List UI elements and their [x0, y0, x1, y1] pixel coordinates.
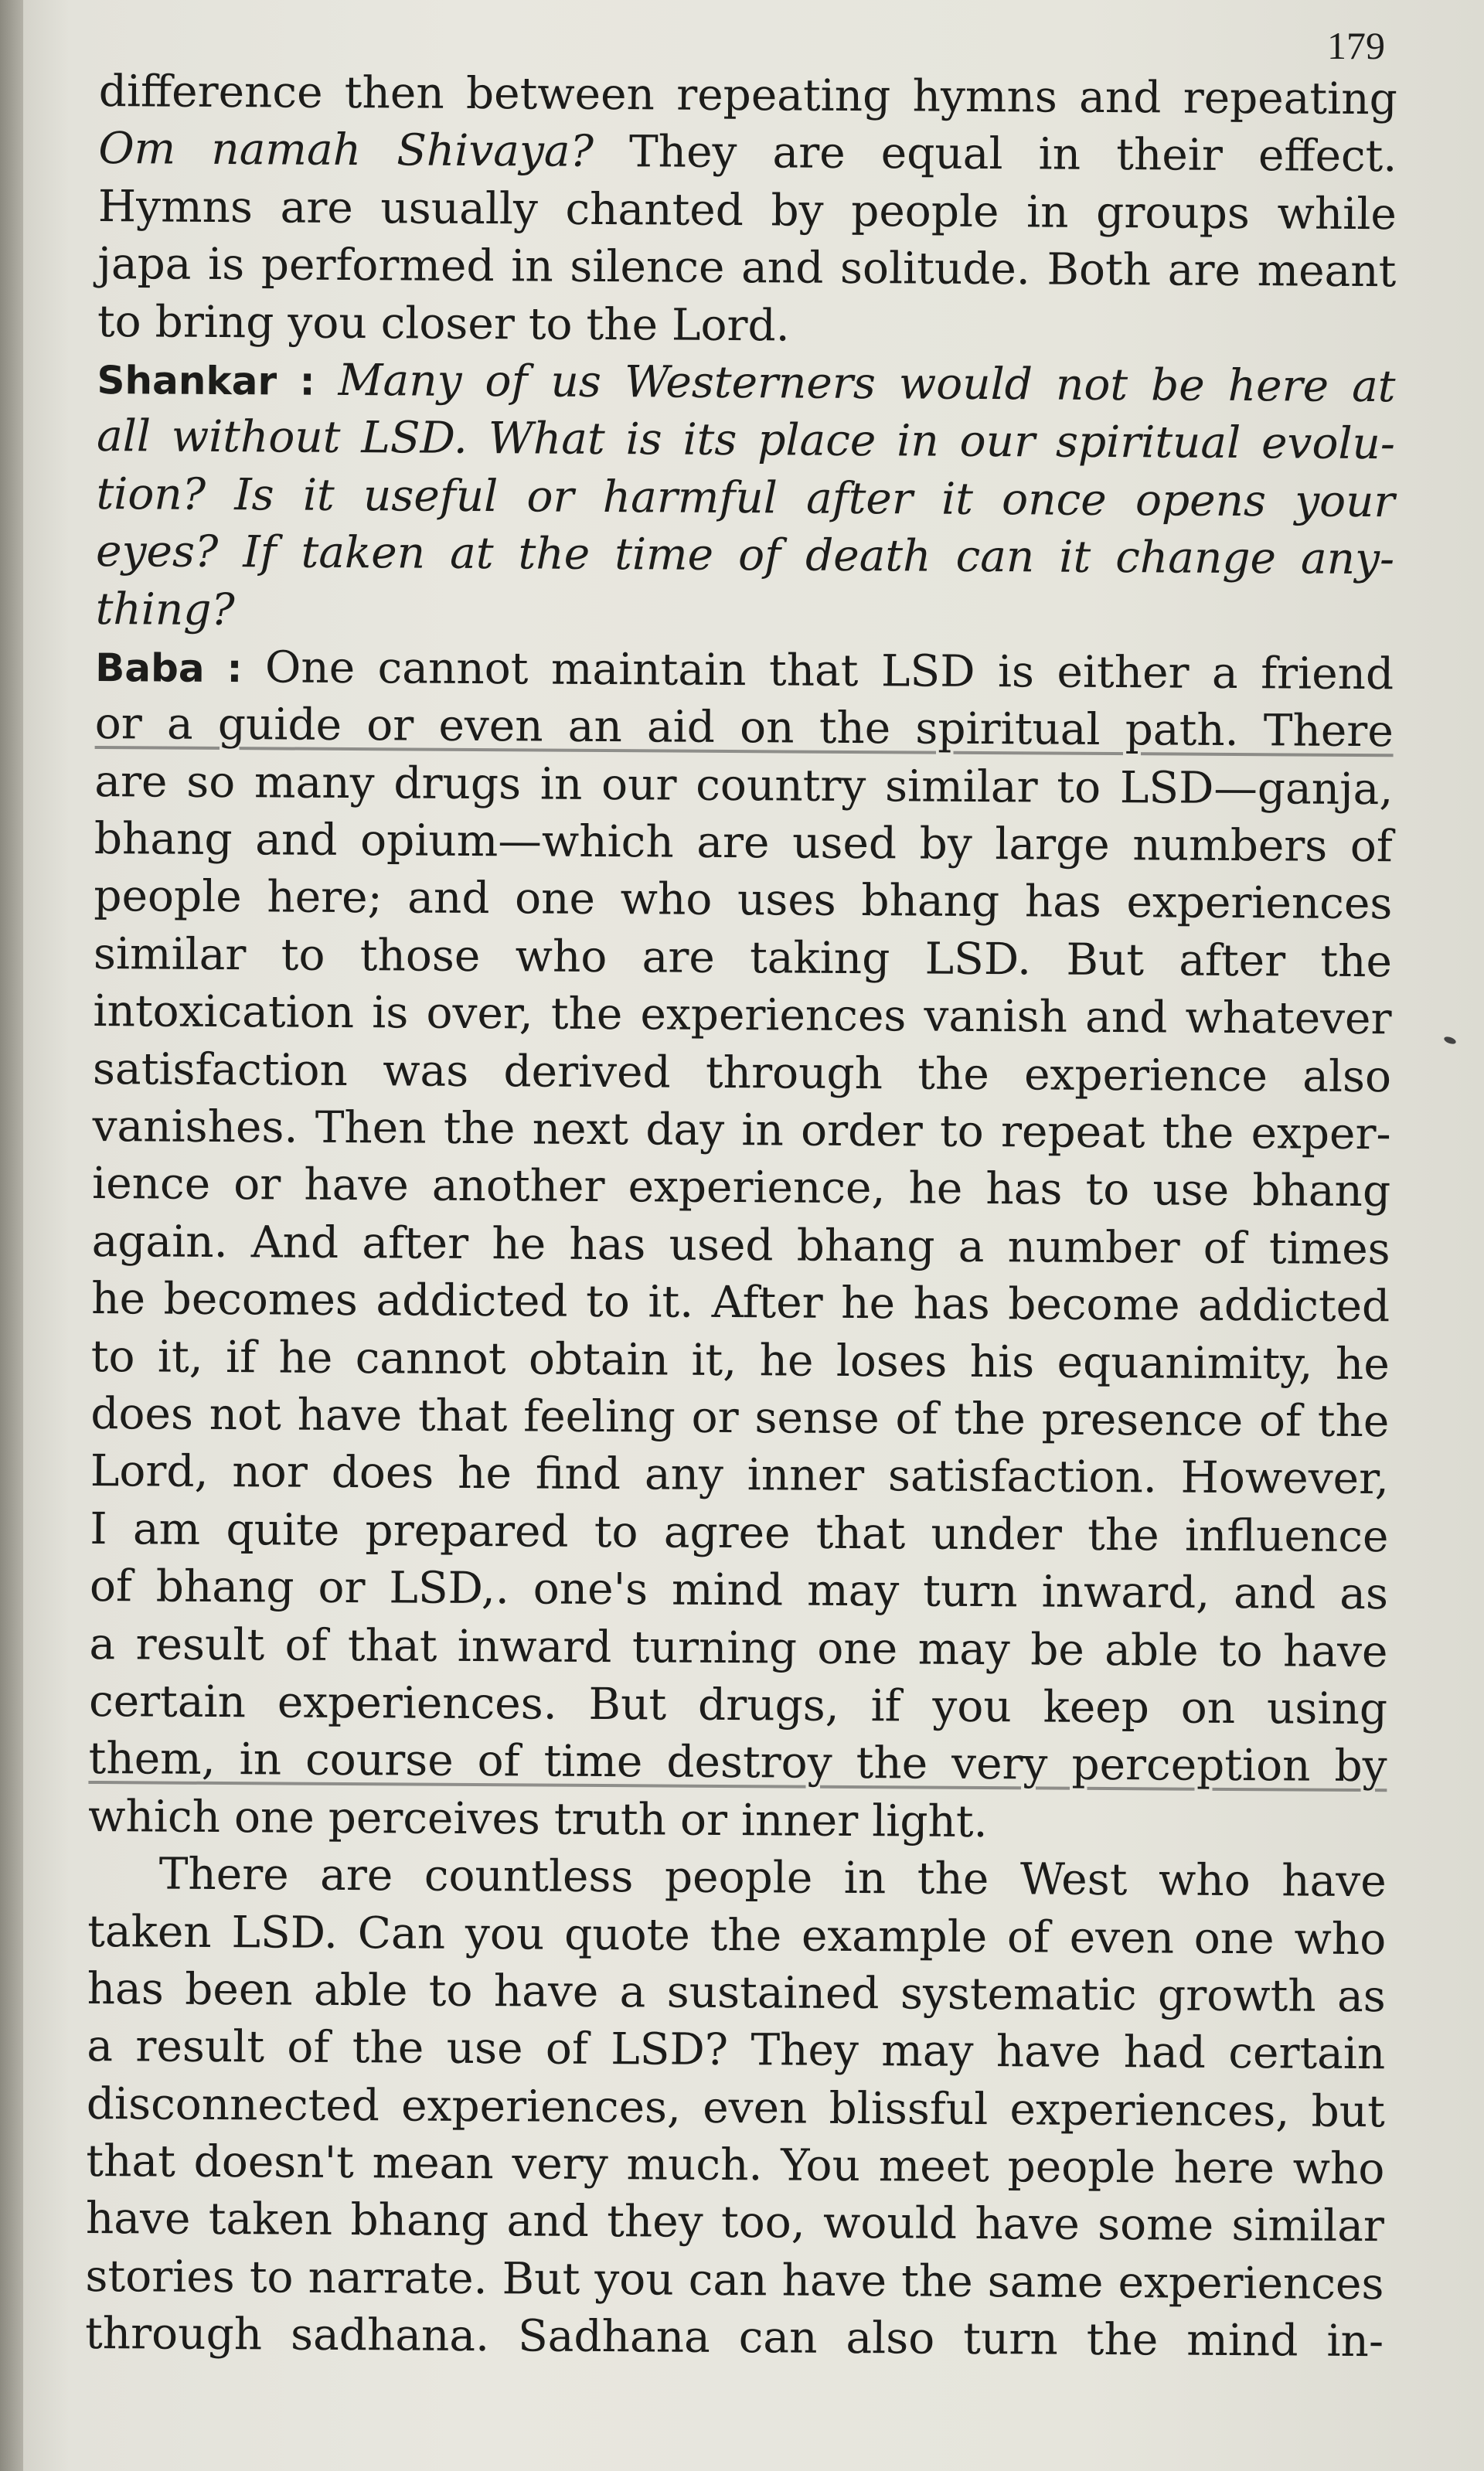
line-text: taken LSD. Can you quote the example of even one who — [87, 1906, 1387, 1965]
line-text: similar to those who are taking LSD. But after the — [93, 928, 1393, 988]
text-line — [88, 1789, 1387, 1854]
book-spine-shadow — [0, 0, 23, 2471]
text-line — [92, 1098, 1390, 1164]
text-line — [90, 1558, 1388, 1624]
text-line — [98, 179, 1397, 244]
line-text: them, in course of time destroy the very perception by — [88, 1734, 1387, 1792]
line-text: satisfaction was derived through the experience also — [92, 1043, 1392, 1102]
text-line — [94, 754, 1393, 819]
text-line — [92, 1156, 1390, 1221]
line-text: a result of the use of LSD? They may have had certain — [87, 2021, 1386, 2080]
line-text: certain experiences. But drugs, if you keep on using — [88, 1676, 1388, 1735]
text-line — [97, 351, 1395, 417]
text-line — [87, 2018, 1385, 2084]
text-line — [96, 523, 1394, 589]
text-line — [95, 638, 1394, 704]
text-line — [89, 1616, 1387, 1682]
text-line — [87, 1846, 1386, 1911]
line-text: through sadhana. Sadhana can also turn the mind in- — [84, 2309, 1384, 2367]
line-text: bhang and opium—which are used by large numbers of — [94, 814, 1394, 873]
text-line — [99, 63, 1397, 129]
text-line — [86, 2190, 1384, 2256]
line-text: vanishes. Then the next day in order to repeat the exper- — [92, 1101, 1391, 1160]
text-line — [97, 408, 1395, 474]
line-text: disconnected experiences, even blissful experiences, but — [86, 2078, 1386, 2137]
text-line — [90, 1443, 1389, 1509]
line-text: that doesn't mean very much. You meet people here who — [86, 2136, 1385, 2195]
page-number: 179 — [1327, 24, 1385, 67]
line-text: a result of that inward turning one may be able to have — [89, 1618, 1388, 1677]
line-text: Hymns are usually chanted by people in groups while — [97, 181, 1397, 240]
line-text: japa is performed in silence and solitude. Both are meant — [97, 239, 1397, 298]
ink-speck — [1443, 1036, 1457, 1046]
text-line — [91, 1329, 1390, 1394]
line-text: of bhang or LSD,. one's mind may turn inward, and as — [89, 1561, 1389, 1620]
text-line — [95, 696, 1394, 761]
line-text: has been able to have a sustained systematic growth as — [87, 1963, 1386, 2023]
question-text: Many of us Westerners would not be here at — [315, 355, 1396, 413]
line-text: he becomes addicted to it. After he has become addicted — [91, 1274, 1390, 1333]
speaker-label: Baba : — [95, 645, 243, 692]
line-text: to it, if he cannot obtain it, he loses his equanimity, he — [90, 1331, 1390, 1390]
line-text: stories to narrate. But you can have the same experiences — [85, 2251, 1384, 2310]
line-text: Lord, nor does he find any inner satisfaction. However, — [90, 1446, 1390, 1505]
answer-text: One cannot maintain that LSD is either a friend — [242, 642, 1394, 700]
line-text: have taken bhang and they too, would have some similar — [85, 2194, 1385, 2252]
line-text: which one perceives truth or inner light. — [87, 1791, 988, 1847]
text-line — [91, 1213, 1390, 1279]
text-line — [90, 1386, 1389, 1452]
text-line — [87, 2076, 1385, 2142]
line-text: are so many drugs in our country similar to LSD—ganja, — [94, 756, 1394, 815]
line-text: or a guide or even an aid on the spiritual path. There — [94, 699, 1394, 757]
line-text: They are equal in their effect. — [593, 127, 1397, 182]
body-text — [85, 63, 1397, 2371]
question-text: all without LSD. What is its place in our spiritual evolu- — [96, 411, 1396, 470]
speaker-label: Shankar : — [97, 357, 315, 404]
text-line — [88, 1731, 1387, 1796]
text-line — [90, 1501, 1388, 1567]
line-text: There are countless people in the West who have — [158, 1849, 1387, 1908]
text-line — [86, 2133, 1384, 2199]
text-line — [98, 121, 1397, 186]
text-line — [96, 466, 1394, 532]
line-text: people here; and one who uses bhang has experiences — [94, 871, 1393, 930]
line-text: I am quite prepared to agree that under the influence — [90, 1503, 1389, 1562]
question-text: tion? Is it useful or harmful after it once opens your — [96, 468, 1395, 527]
text-line — [87, 1903, 1386, 1969]
line-text: ience or have another experience, he has to use bhang — [91, 1159, 1391, 1217]
text-line — [94, 811, 1393, 876]
text-line — [93, 983, 1391, 1049]
line-text: to bring you closer to the Lord. — [97, 296, 790, 352]
line-text: difference then between repeating hymns and repeating — [98, 66, 1397, 125]
text-line — [95, 581, 1394, 647]
text-line — [87, 1961, 1386, 2027]
text-line — [91, 1271, 1390, 1336]
text-line — [94, 926, 1392, 992]
line-text: intoxication is over, the experiences vanish and whatever — [93, 986, 1392, 1045]
text-line — [85, 2248, 1384, 2314]
line-text: again. And after he has used bhang a number of times — [91, 1216, 1390, 1275]
question-text: eyes? If taken at the time of death can it change any- — [95, 526, 1395, 585]
question-text: thing? — [95, 584, 235, 635]
text-line — [94, 868, 1392, 934]
line-text: does not have that feeling or sense of the presence of the — [90, 1388, 1390, 1448]
text-line — [85, 2306, 1384, 2371]
text-line — [97, 236, 1396, 301]
italic-phrase: Om namah Shivaya? — [98, 124, 594, 178]
text-line — [97, 294, 1396, 359]
text-line — [93, 1041, 1391, 1107]
text-line — [89, 1673, 1387, 1739]
